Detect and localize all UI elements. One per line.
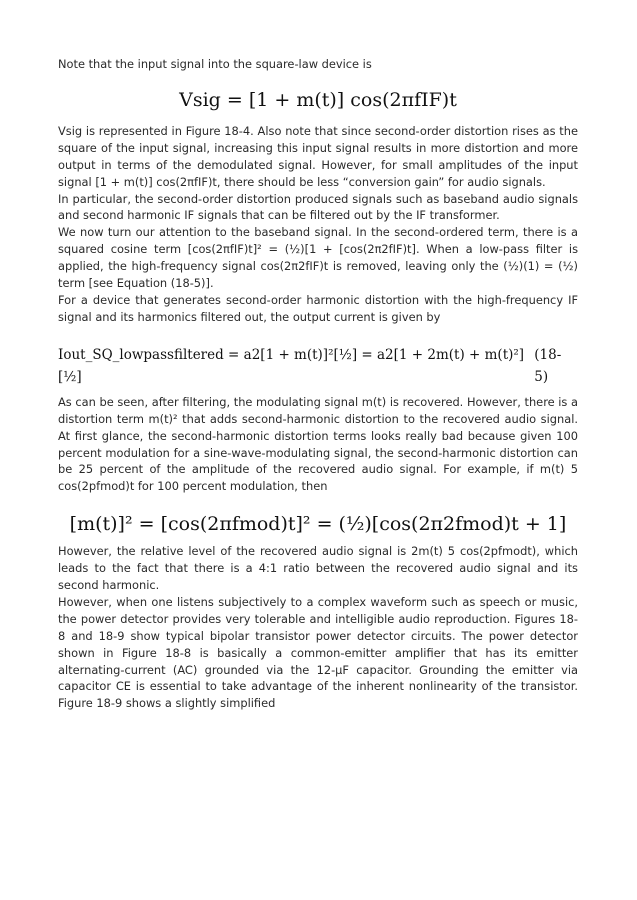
paragraph-power-detector: However, when one listens subjectively to a complex waveform such as speech or music, the power detector provides very tolerable and intelligible audio reproduction. Figures 18-8 and 18-9 show typical bipolar transistor power detector circuits. The power detector shown in Figure 18-8 is basically a common-emitter amplifier that has its emitter alternating-current (AC) grounded via the 12-µF capacitor. Grounding the emitter via capacitor CE is essential to take advantage of the inherent nonlinearity of the transistor. Figure 18-9 shows a slightly simplified — [58, 594, 578, 711]
paragraph-vsig-description: Vsig is represented in Figure 18-4. Also note that since second-order distortion rises as the square of the input signal, increasing this input signal results in more distortion and more output in terms of the demodulated signal. However, for small amplitudes of the input signal [1 + m(t)] cos(2πfIF)t, there should be less “conversion gain” for audio signals. — [58, 123, 578, 189]
equation-18-5 — [58, 344, 578, 388]
paragraph-output-current: For a device that generates second-order harmonic distortion with the high-frequency IF signal and its harmonics filtered out, the output current is given by — [58, 292, 578, 324]
equation-iout: Iout_SQ_lowpassfiltered = a2[1 + m(t)]²[½] = a2[1 + 2m(t) + m(t)²][½] — [58, 346, 525, 385]
paragraph-ratio: However, the relative level of the recovered audio signal is 2m(t) 5 cos(2pfmodt), which leads to the fact that there is a 4:1 ratio between the recovered audio signal and its second harmonic. — [58, 544, 578, 593]
paragraph-baseband: We now turn our attention to the baseband signal. In the second-ordered term, there is a squared cosine term [cos(2πfIF)t]² = (½)[1 + [cos(2π2fIF)t]. When a low-pass filter is applied, the high-frequency signal cos(2π2fIF)t is removed, leaving only the (½)(1) = (½) term [see Equation (18-5)]. — [58, 225, 578, 291]
equation-vsig: Vsig = [1 + m(t)] cos(2πfIF)t — [179, 88, 457, 111]
equation-number: (18-5) — [534, 346, 562, 385]
paragraph-second-order: In particular, the second-order distortion produced signals such as baseband audio signals and second harmonic IF signals that can be filtered out by the IF transformer. — [58, 191, 578, 223]
paragraph-recovered-signal: As can be seen, after filtering, the modulating signal m(t) is recovered. However, there is a distortion term m(t)² that adds second-harmonic distortion to the recovered audio signal. At first glance, the second-harmonic distortion terms looks really bad because given 100 percent modulation for a sine-wave-modulating signal, the second-harmonic distortion can be 25 percent of the amplitude of the recovered audio signal. For example, if m(t) 5 cos(2pfmod)t for 100 percent modulation, then — [58, 394, 578, 494]
document-page — [58, 56, 578, 712]
intro-paragraph: Note that the input signal into the square-law device is — [58, 57, 372, 71]
equation-m-squared: [m(t)]² = [cos(2πfmod)t]² = (½)[cos(2π2fmod)t + 1] — [69, 513, 567, 536]
